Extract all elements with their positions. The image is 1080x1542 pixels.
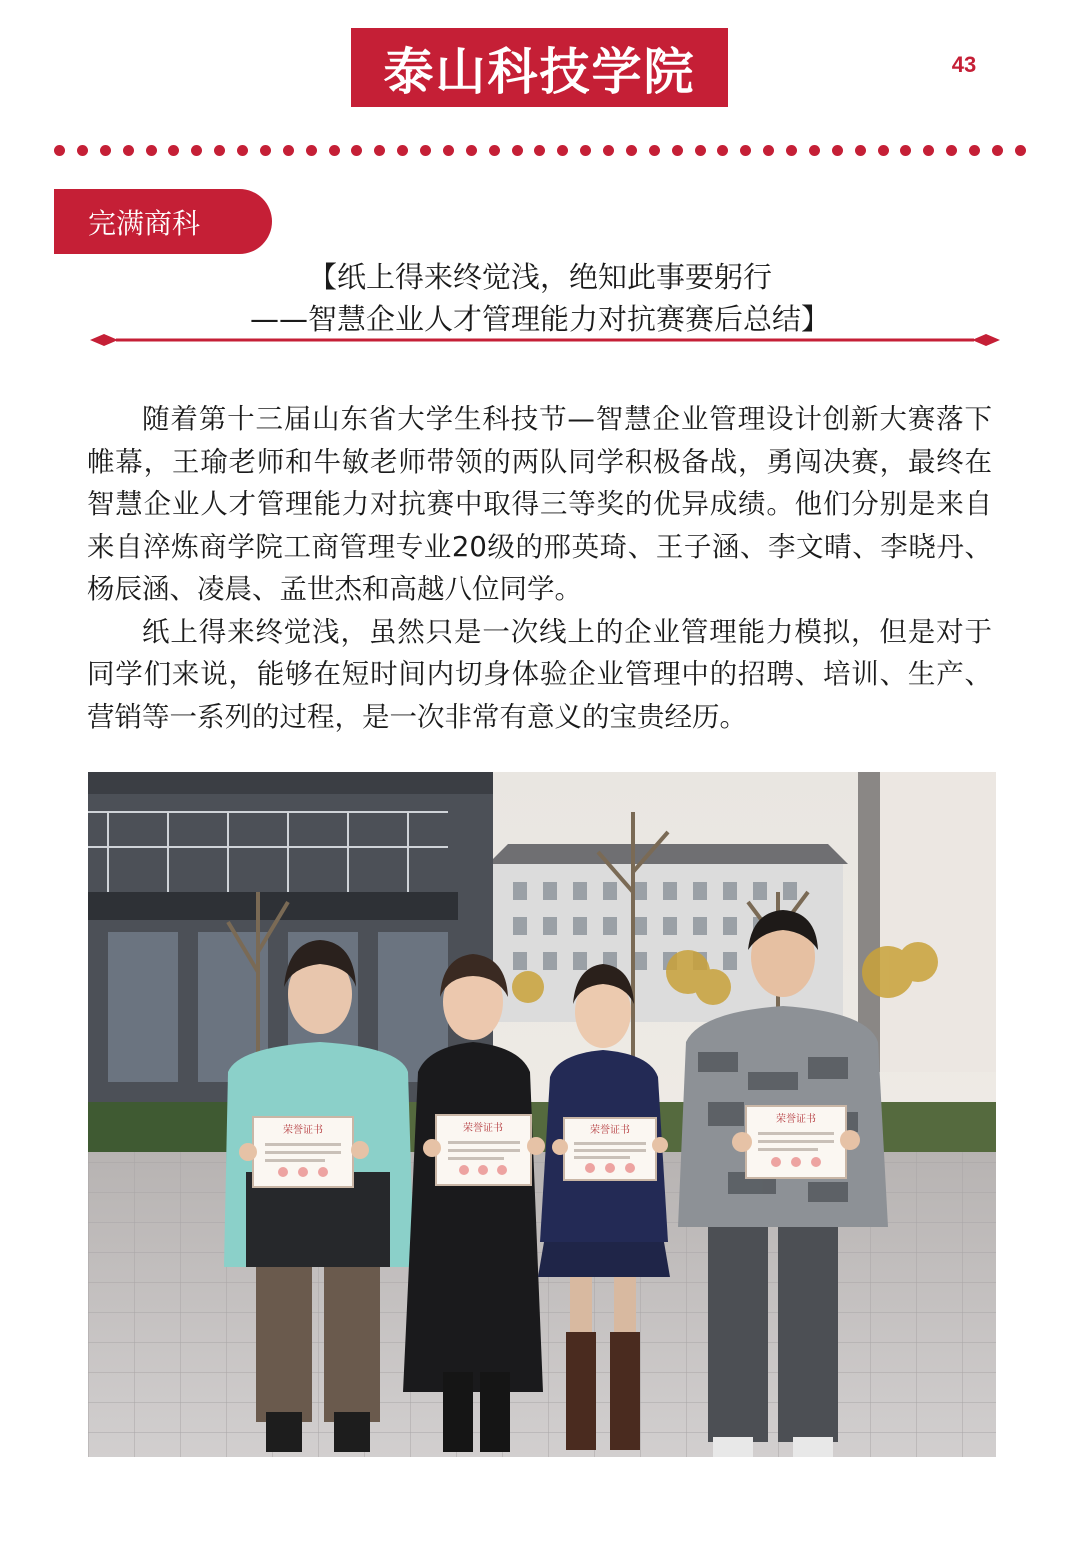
divider-dot (580, 145, 591, 156)
section-tab-label: 完满商科 (88, 206, 201, 240)
article-paragraph-2: 纸上得来终觉浅，虽然只是一次线上的企业管理能力模拟，但是对于同学们来说，能够在短时间内切身体验企业管理中的招聘、培训、生产、营销等一系列的过程，是一次非常有意义的宝贵经历。 (87, 615, 992, 733)
certificate-heading-2: 荣誉证书 (463, 1123, 503, 1134)
page-number: 43 (951, 52, 977, 77)
divider-dot (512, 145, 523, 156)
divider-dot (306, 145, 317, 156)
divider-dot (329, 145, 340, 156)
divider-dot (603, 145, 614, 156)
header-banner (351, 28, 728, 107)
divider-dot (923, 145, 934, 156)
certificate-heading-4: 荣誉证书 (776, 1114, 816, 1125)
divider-dot (786, 145, 797, 156)
article-body (87, 398, 992, 738)
divider-dot (809, 145, 820, 156)
dotted-divider (54, 143, 1026, 157)
divider-dot (237, 145, 248, 156)
divider-dot (123, 145, 134, 156)
divider-dot (54, 145, 65, 156)
divider-dot (443, 145, 454, 156)
divider-dot (855, 145, 866, 156)
divider-dot (672, 145, 683, 156)
divider-dot (717, 145, 728, 156)
divider-dot (283, 145, 294, 156)
divider-dot (969, 145, 980, 156)
certificate-heading-3: 荣誉证书 (590, 1125, 630, 1136)
certificate-heading-1: 荣誉证书 (283, 1125, 323, 1136)
divider-dot (763, 145, 774, 156)
divider-dot (466, 145, 477, 156)
divider-dot (695, 145, 706, 156)
divider-dot (626, 145, 637, 156)
divider-dot (489, 145, 500, 156)
divider-dot (351, 145, 362, 156)
divider-dot (260, 145, 271, 156)
divider-dot (420, 145, 431, 156)
divider-dot (191, 145, 202, 156)
article-title-line2: ——智慧企业人才管理能力对抗赛赛后总结】 (249, 302, 830, 336)
divider-dot (832, 145, 843, 156)
divider-dot (900, 145, 911, 156)
divider-dot (77, 145, 88, 156)
divider-dot (100, 145, 111, 156)
divider-dot (740, 145, 751, 156)
article-title-line1: 【纸上得来终觉浅，绝知此事要躬行 (307, 260, 772, 294)
group-photo (88, 772, 996, 1457)
divider-dot (534, 145, 545, 156)
divider-dot (878, 145, 889, 156)
divider-dot (168, 145, 179, 156)
divider-dot (397, 145, 408, 156)
divider-dot (992, 145, 1003, 156)
article-paragraph-1: 随着第十三届山东省大学生科技节—智慧企业管理设计创新大赛落下帷幕，王瑜老师和牛敏老师带领的两队同学积极备战，勇闯决赛，最终在智慧企业人才管理能力对抗赛中取得三等奖的优异成绩。他们分别是来自来自淬炼商学院工商管理专业20级的邢英琦、王子涵、李文晴、李晓丹、杨辰涵、凌晨、孟世杰和高越八位同学。 (87, 403, 992, 605)
divider-dot (649, 145, 660, 156)
school-name: 泰山科技学院 (383, 41, 696, 101)
section-tab (54, 189, 272, 254)
title-underline (90, 330, 1000, 350)
divider-dot (214, 145, 225, 156)
divider-dot (374, 145, 385, 156)
divider-dot (146, 145, 157, 156)
divider-dot (946, 145, 957, 156)
divider-dot (557, 145, 568, 156)
divider-dot (1015, 145, 1026, 156)
article-title (110, 256, 970, 340)
